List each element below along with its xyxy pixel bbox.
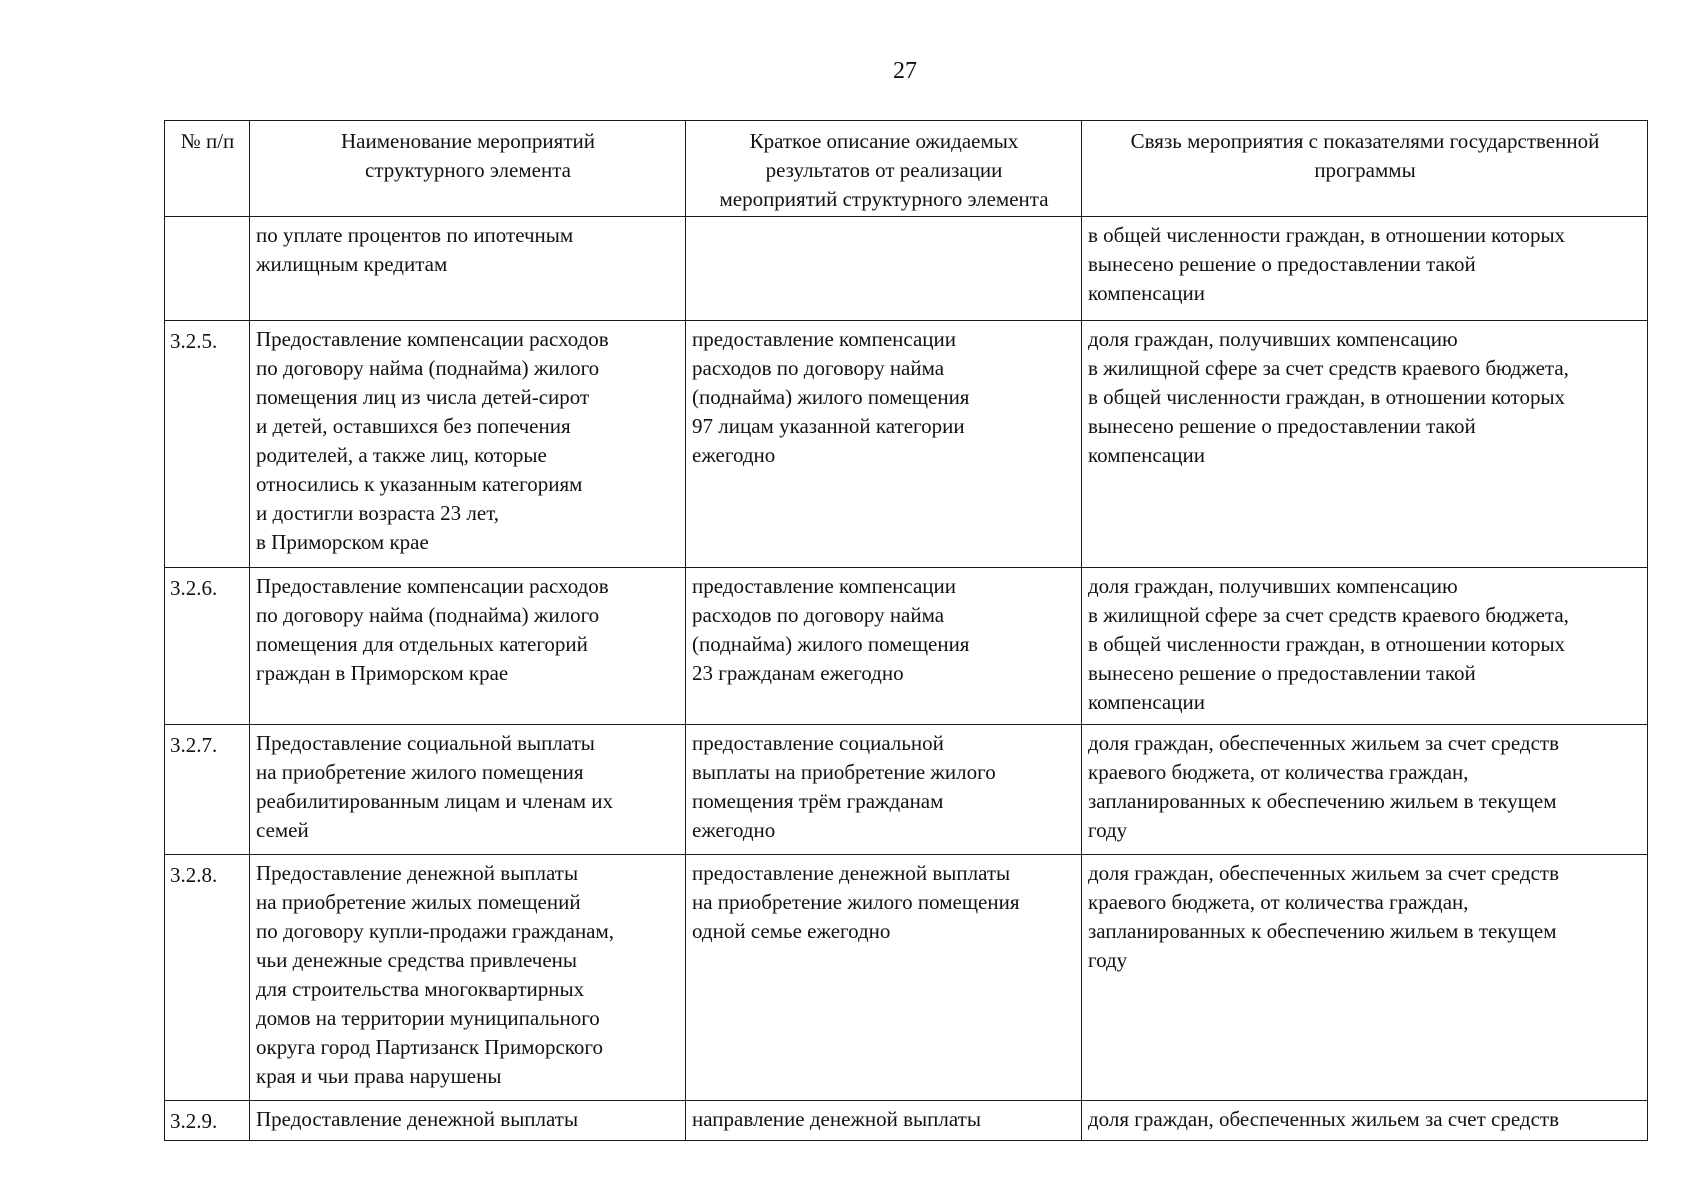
row-expected-results: предоставление социальной выплаты на приобретение жилого помещения трём гражданам ежегодно: [686, 725, 1082, 855]
row-measure-name: Предоставление социальной выплаты на приобретение жилого помещения реабилитированным лицам и членам их семей: [250, 725, 686, 855]
row-expected-results: [686, 217, 1082, 321]
row-program-indicators: доля граждан, обеспеченных жильем за счет средств краевого бюджета, от количества граждан, запланированных к обеспечению жильем в текущем году: [1082, 725, 1648, 855]
row-number: 3.2.6.: [165, 568, 250, 725]
row-measure-name: Предоставление компенсации расходов по договору найма (поднайма) жилого помещения для отдельных категорий граждан в Приморском крае: [250, 568, 686, 725]
table-row: [165, 1101, 1648, 1141]
table-row: [165, 725, 1648, 855]
row-number: 3.2.5.: [165, 321, 250, 568]
table-header-row: [165, 121, 1648, 217]
row-number: [165, 217, 250, 321]
row-expected-results: предоставление компенсации расходов по договору найма (поднайма) жилого помещения 23 гражданам ежегодно: [686, 568, 1082, 725]
row-measure-name: Предоставление денежной выплаты: [250, 1101, 686, 1141]
table-body: [165, 217, 1648, 1141]
row-number: 3.2.9.: [165, 1101, 250, 1141]
row-program-indicators: доля граждан, обеспеченных жильем за счет средств краевого бюджета, от количества граждан, запланированных к обеспечению жильем в текущем году: [1082, 855, 1648, 1101]
header-program-indicators: Связь мероприятия с показателями государственной программы: [1082, 121, 1648, 217]
page-number: 27: [893, 58, 917, 84]
row-expected-results: предоставление денежной выплаты на приобретение жилого помещения одной семье ежегодно: [686, 855, 1082, 1101]
header-measure-name: Наименование мероприятий структурного элемента: [250, 121, 686, 217]
row-measure-name: Предоставление компенсации расходов по договору найма (поднайма) жилого помещения лиц из числа детей-сирот и детей, оставшихся без попечения родителей, а также лиц, которые относились к указанным категориям и достигли возраста 23 лет, в Приморском крае: [250, 321, 686, 568]
header-expected-results: Краткое описание ожидаемых результатов от реализации мероприятий структурного элемента: [686, 121, 1082, 217]
table-row: [165, 855, 1648, 1101]
table-row: [165, 217, 1648, 321]
row-program-indicators: доля граждан, получивших компенсацию в жилищной сфере за счет средств краевого бюджета, в общей численности граждан, в отношении которых вынесено решение о предоставлении такой компенсации: [1082, 321, 1648, 568]
table-row: [165, 321, 1648, 568]
header-number: № п/п: [165, 121, 250, 217]
row-expected-results: предоставление компенсации расходов по договору найма (поднайма) жилого помещения 97 лицам указанной категории ежегодно: [686, 321, 1082, 568]
row-program-indicators: в общей численности граждан, в отношении которых вынесено решение о предоставлении такой компенсации: [1082, 217, 1648, 321]
row-program-indicators: доля граждан, обеспеченных жильем за счет средств: [1082, 1101, 1648, 1141]
row-number: 3.2.7.: [165, 725, 250, 855]
row-number: 3.2.8.: [165, 855, 250, 1101]
row-expected-results: направление денежной выплаты: [686, 1101, 1082, 1141]
table-header: [165, 121, 1648, 217]
measures-table: [164, 120, 1648, 1141]
row-measure-name: по уплате процентов по ипотечным жилищным кредитам: [250, 217, 686, 321]
row-program-indicators: доля граждан, получивших компенсацию в жилищной сфере за счет средств краевого бюджета, в общей численности граждан, в отношении которых вынесено решение о предоставлении такой компенсации: [1082, 568, 1648, 725]
table-row: [165, 568, 1648, 725]
row-measure-name: Предоставление денежной выплаты на приобретение жилых помещений по договору купли-продажи гражданам, чьи денежные средства привлечены для строительства многоквартирных домов на территории муниципального округа город Партизанск Приморского края и чьи права нарушены: [250, 855, 686, 1101]
